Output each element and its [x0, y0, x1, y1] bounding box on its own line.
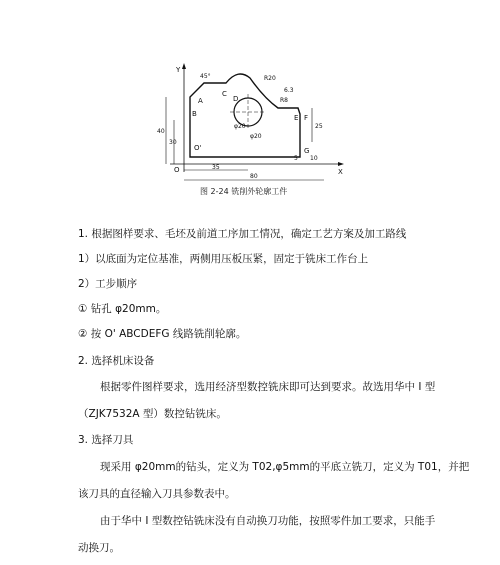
x-axis-label: X [338, 168, 343, 176]
point-d-label: D [233, 95, 239, 103]
dim-phi20b: φ20 [234, 123, 246, 130]
point-f-label: F [304, 114, 309, 122]
paragraph-7: 根据零件图样要求，选用经济型数控铣床即可达到要求。故选用华中 I 型 [100, 381, 436, 393]
paragraph-5: ② 按 O' ABCDEFG 线路铣削轮廓。 [78, 328, 247, 340]
paragraph-2: 1）以底面为定位基准，两侧用压板压紧，固定于铣床工作台上 [78, 253, 369, 265]
point-b-label: B [192, 110, 197, 118]
point-e-label: E [294, 114, 299, 122]
x-axis-arrow [338, 162, 344, 166]
dim-45: 45° [200, 73, 211, 80]
dim-phi20: φ20 [250, 133, 262, 140]
dim-r8: R8 [280, 97, 288, 104]
y-axis-arrow [182, 63, 186, 69]
paragraph-10: 现采用 φ20mm的钻头，定义为 T02,φ5mm的平底立铣刀，定义为 T01，并把 [100, 461, 470, 473]
dim-10: 10 [310, 155, 318, 162]
dim-80: 80 [250, 173, 258, 180]
paragraph-9: 3. 选择刀具 [78, 434, 134, 446]
dim-5: 5 [294, 155, 298, 162]
paragraph-13: 动换刀。 [78, 542, 120, 554]
paragraph-4: ① 钻孔 φ20mm。 [78, 303, 167, 315]
point-c-label: C [222, 90, 227, 98]
y-axis-label: Y [176, 66, 181, 74]
paragraph-6: 2. 选择机床设备 [78, 355, 155, 367]
dim-r20: R20 [264, 75, 276, 82]
paragraph-8: （ZJK7532A 型）数控钻铣床。 [78, 408, 227, 420]
point-a-label: A [198, 97, 203, 105]
dim-6: 6.3 [284, 87, 294, 94]
point-g-label: G [304, 147, 310, 155]
dim-35: 35 [212, 164, 220, 171]
paragraph-11: 该刀具的直径输入刀具参数表中。 [78, 488, 236, 500]
figure-caption: 图 2-24 铣削外轮廓工件 [200, 187, 288, 196]
paragraph-3: 2）工步顺序 [78, 278, 138, 290]
paragraph-12: 由于华中 I 型数控钻铣床没有自动换刀功能，按照零件加工要求，只能手 [100, 515, 436, 527]
dim-25: 25 [315, 123, 323, 130]
dim-40: 40 [157, 128, 165, 135]
point-o-prime-label: O' [194, 144, 202, 152]
part-drawing-svg [157, 60, 355, 206]
origin-label: O [174, 166, 180, 174]
dim-30: 30 [169, 139, 177, 146]
part-drawing [157, 60, 355, 206]
paragraph-1: 1. 根据图样要求、毛坯及前道工序加工情况，确定工艺方案及加工路线 [78, 228, 407, 240]
